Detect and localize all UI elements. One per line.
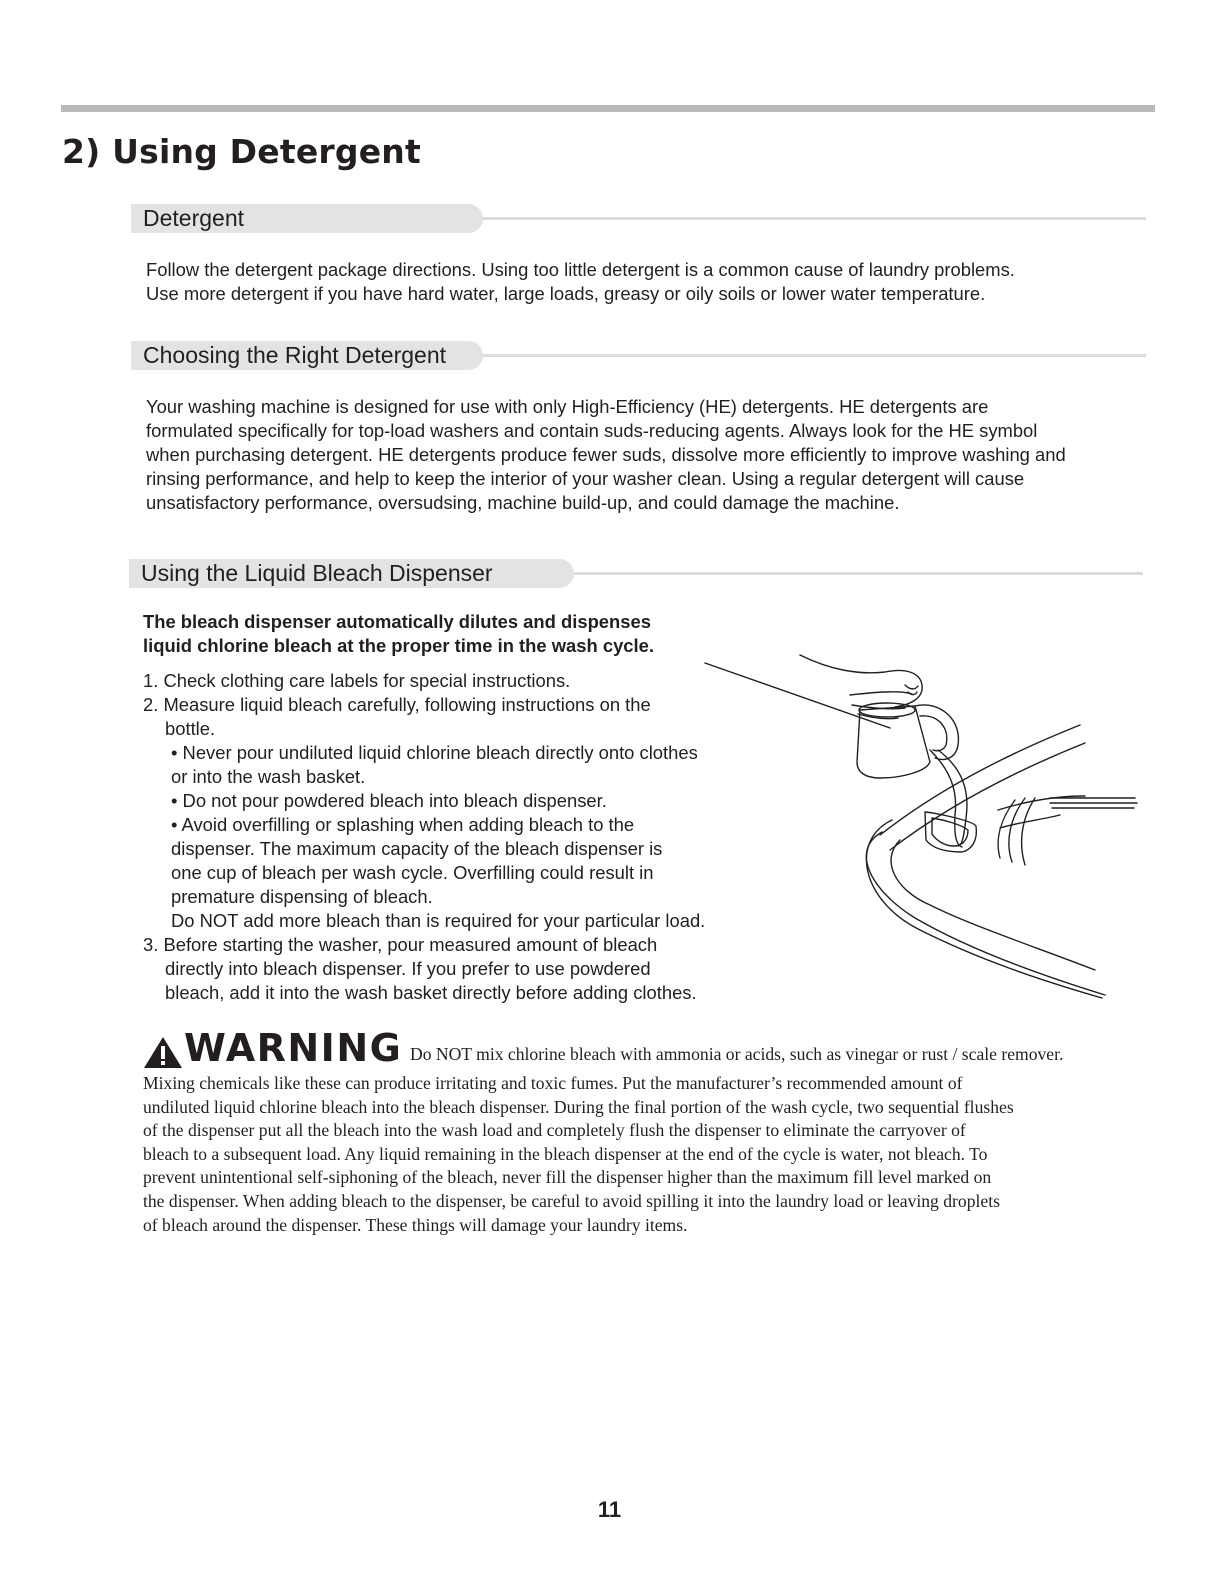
warning-text-line: of bleach around the dispenser. These things will damage your laundry items. bbox=[143, 1214, 688, 1235]
warning-text-line: prevent unintentional self-siphoning of the bleach, never fill the dispenser higher than the maximum fill level marked on bbox=[143, 1167, 992, 1188]
text-line: rinsing performance, and help to keep the interior of your washer clean. Using a regular detergent will cause bbox=[146, 468, 1025, 489]
page-title: 2) Using Detergent bbox=[62, 132, 421, 171]
text-line: when purchasing detergent. HE detergents produce fewer suds, dissolve more efficiently to improve washing and bbox=[146, 444, 1066, 465]
list-item: directly into bleach dispenser. If you prefer to use powdered bbox=[165, 958, 651, 979]
hand-pouring-bleach-illustration bbox=[700, 650, 1145, 1005]
warning-triangle-icon bbox=[143, 1036, 183, 1069]
list-item: premature dispensing of bleach. bbox=[171, 886, 433, 907]
text-line: Your washing machine is designed for use with only High-Efficiency (HE) detergents. HE detergents are bbox=[146, 396, 989, 417]
list-item: 2. Measure liquid bleach carefully, following instructions on the bbox=[143, 694, 651, 715]
list-item: 1. Check clothing care labels for special instructions. bbox=[143, 670, 571, 691]
text-line: unsatisfactory performance, oversudsing, machine build-up, and could damage the machine. bbox=[146, 492, 900, 513]
list-item: • Avoid overfilling or splashing when adding bleach to the bbox=[171, 814, 635, 835]
bleach-lead-text bbox=[143, 610, 654, 658]
list-item: bottle. bbox=[165, 718, 216, 739]
detergent-paragraph bbox=[146, 258, 1015, 306]
text-line: liquid chlorine bleach at the proper time in the wash cycle. bbox=[143, 635, 654, 656]
list-item: 3. Before starting the washer, pour measured amount of bleach bbox=[143, 934, 658, 955]
list-item: • Do not pour powdered bleach into bleach dispenser. bbox=[171, 790, 607, 811]
section-header-bleach bbox=[129, 559, 1143, 588]
text-line: Follow the detergent package directions. Using too little detergent is a common cause of laundry problems. bbox=[146, 259, 1015, 280]
section-divider bbox=[574, 572, 1143, 575]
list-item: one cup of bleach per wash cycle. Overfilling could result in bbox=[171, 862, 654, 883]
warning-text-line: bleach to a subsequent load. Any liquid remaining in the bleach dispenser at the end of the cycle is water, not bleach. To bbox=[143, 1143, 988, 1164]
section-header-detergent bbox=[131, 204, 1146, 233]
section-title-detergent: Detergent bbox=[131, 204, 483, 233]
section-divider bbox=[483, 217, 1146, 220]
warning-first-line bbox=[143, 1028, 1133, 1072]
list-item: bleach, add it into the wash basket directly before adding clothes. bbox=[165, 982, 697, 1003]
warning-label: WARNING bbox=[184, 1026, 403, 1070]
list-item: • Never pour undiluted liquid chlorine bleach directly onto clothes bbox=[171, 742, 698, 763]
page-number: 11 bbox=[597, 1497, 622, 1522]
top-rule bbox=[61, 105, 1155, 112]
warning-block bbox=[143, 1028, 1133, 1237]
list-item: dispenser. The maximum capacity of the bleach dispenser is bbox=[171, 838, 663, 859]
list-item: Do NOT add more bleach than is required for your particular load. bbox=[171, 910, 706, 931]
text-line: formulated specifically for top-load washers and contain suds-reducing agents. Always look for the HE symbol bbox=[146, 420, 1038, 441]
bleach-steps-list bbox=[143, 669, 705, 1005]
text-line: Use more detergent if you have hard water, large loads, greasy or oily soils or lower water temperature. bbox=[146, 283, 986, 304]
choosing-paragraph bbox=[146, 395, 1066, 515]
warning-text-line: of the dispenser put all the bleach into the wash load and completely flush the dispenser to eliminate the carryover of bbox=[143, 1120, 966, 1141]
text-line: The bleach dispenser automatically dilutes and dispenses bbox=[143, 611, 651, 632]
section-divider bbox=[483, 354, 1146, 357]
warning-text-line: Do NOT mix chlorine bleach with ammonia or acids, such as vinegar or rust / scale remover. bbox=[410, 1044, 1064, 1064]
warning-text-line: undiluted liquid chlorine bleach into the bleach dispenser. During the final portion of the wash cycle, two sequential flushes bbox=[143, 1096, 1014, 1117]
section-header-choosing bbox=[131, 341, 1146, 370]
section-title-bleach: Using the Liquid Bleach Dispenser bbox=[129, 559, 574, 588]
list-item: or into the wash basket. bbox=[171, 766, 366, 787]
warning-text-line: Mixing chemicals like these can produce irritating and toxic fumes. Put the manufacturer’s recommended amount of bbox=[143, 1073, 963, 1093]
section-title-choosing: Choosing the Right Detergent bbox=[131, 341, 483, 370]
warning-text-line: the dispenser. When adding bleach to the dispenser, be careful to avoid spilling it into the laundry load or leaving droplets bbox=[143, 1190, 1000, 1211]
